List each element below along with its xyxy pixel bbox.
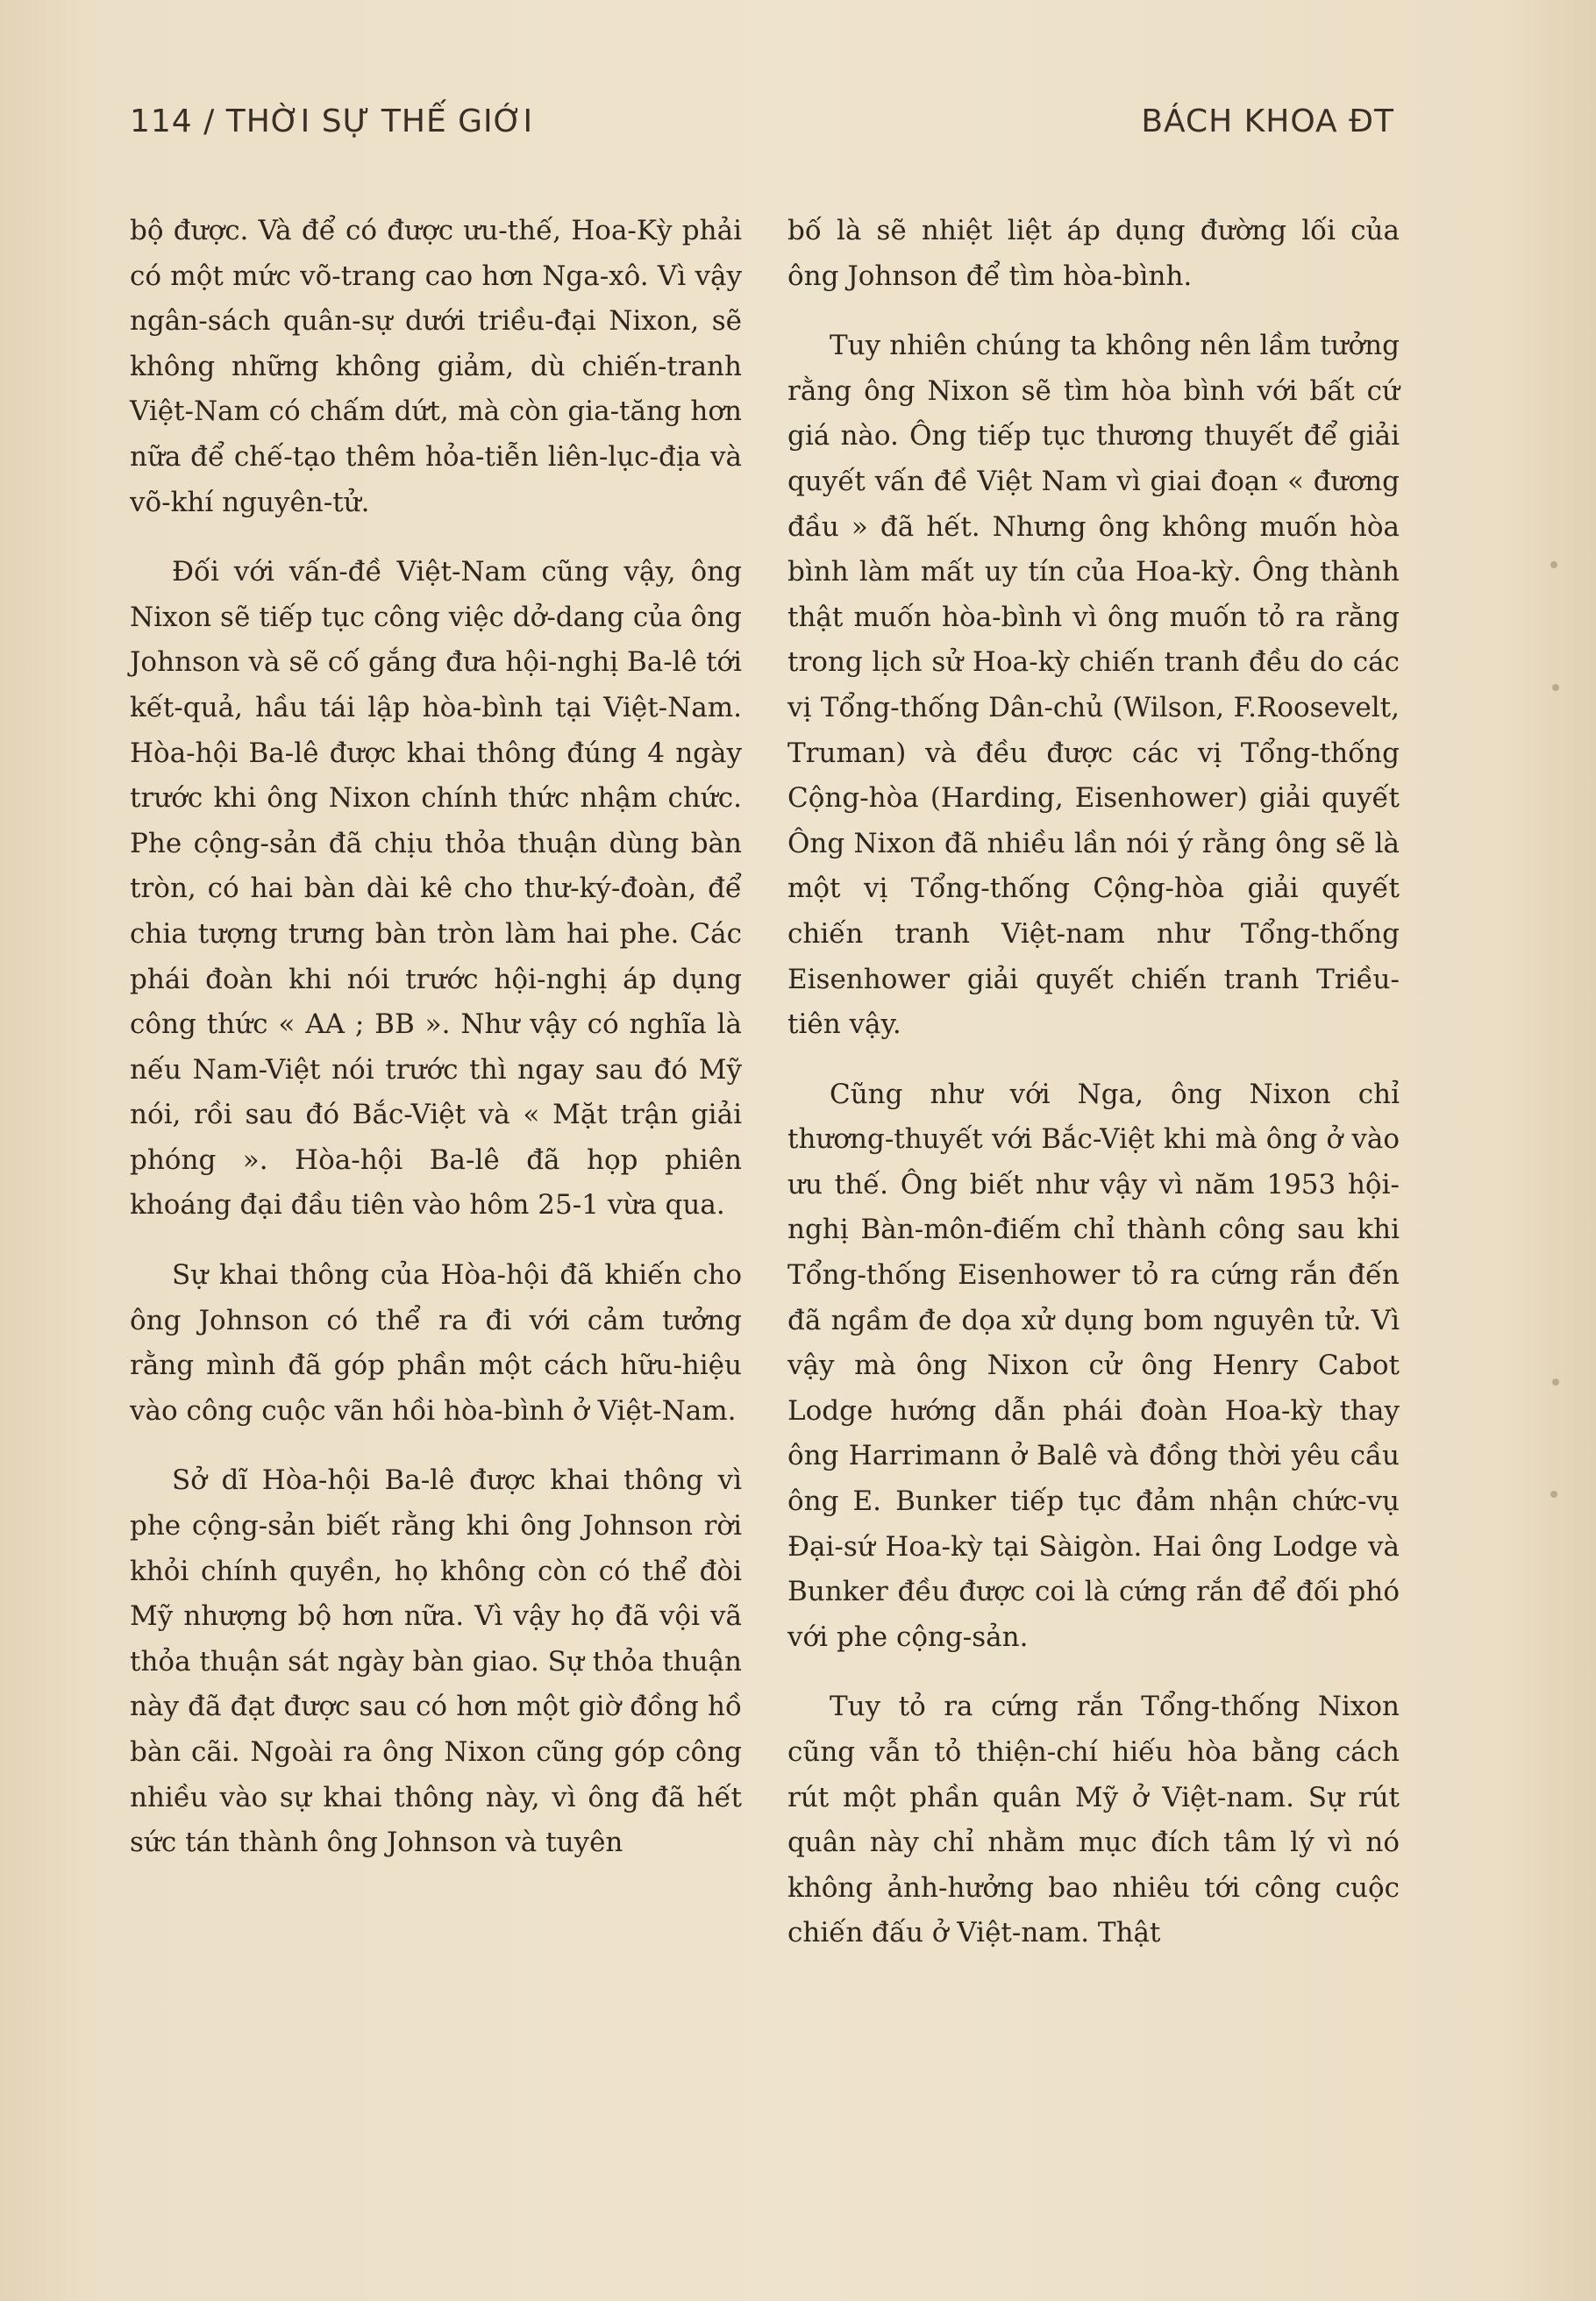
left-column	[130, 209, 742, 1891]
paragraph: Sự khai thông của Hòa-hội đã khiến cho ông Johnson có thể ra đi với cảm tưởng rằng mình đã góp phần một cách hữu-hiệu vào công cuộc vãn hồi hòa-bình ở Việt-Nam.	[130, 1259, 742, 1427]
paragraph: Cũng như với Nga, ông Nixon chỉ thương-thuyết với Bắc-Việt khi mà ông ở vào ưu thế. Ông biết như vậy vì năm 1953 hội-nghị Bàn-môn-điếm chỉ thành công sau khi Tổng-thống Eisenhower tỏ ra cứng rắn đến đã ngầm đe dọa xử dụng bom nguyên tử. Vì vậy mà ông Nixon cử ông Henry Cabot Lodge hướng dẫn phái đoàn Hoa-kỳ thay ông Harrimann ở Balê và đồng thời yêu cầu ông E. Bunker tiếp tục đảm nhận chức-vụ Đại-sứ Hoa-kỳ tại Sàigòn. Hai ông Lodge và Bunker đều được coi là cứng rắn để đối phó với phe cộng-sản.	[787, 1078, 1400, 1653]
paragraph: bộ được. Và để có được ưu-thế, Hoa-Kỳ phải có một mức võ-trang cao hơn Nga-xô. Vì vậy ngân-sách quân-sự dưới triều-đại Nixon, sẽ không những không giảm, dù chiến-tranh Việt-Nam có chấm dứt, mà còn gia-tăng hơn nữa để chế-tạo thêm hỏa-tiễn liên-lục-địa và võ-khí nguyên-tử.	[130, 215, 742, 518]
paragraph: Tuy nhiên chúng ta không nên lầm tưởng rằng ông Nixon sẽ tìm hòa bình với bất cứ giá nào. Ông tiếp tục thương thuyết để giải quyết vấn đề Việt Nam vì giai đoạn « đương đầu » đã hết. Nhưng ông không muốn hòa bình làm mất uy tín của Hoa-kỳ. Ông thành thật muốn hòa-bình vì ông muốn tỏ ra rằng trong lịch sử Hoa-kỳ chiến tranh đều do các vị Tổng-thống Dân-chủ (Wilson, F.Roosevelt, Truman) và đều được các vị Tổng-thống Cộng-hòa (Harding, Eisenhower) giải quyết Ông Nixon đã nhiều lần nói ý rằng ông sẽ là một vị Tổng-thống Cộng-hòa giải quyết chiến tranh Việt-nam như Tổng-thống Eisenhower giải quyết chiến tranh Triều-tiên vậy.	[787, 330, 1400, 1041]
paragraph: Sở dĩ Hòa-hội Ba-lê được khai thông vì phe cộng-sản biết rằng khi ông Johnson rời khỏi chính quyền, họ không còn có thể đòi Mỹ nhượng bộ hơn nữa. Vì vậy họ đã vội vã thỏa thuận sát ngày bàn giao. Sự thỏa thuận này đã đạt được sau có hơn một giờ đồng hồ bàn cãi. Ngoài ra ông Nixon cũng góp công nhiều vào sự khai thông này, vì ông đã hết sức tán thành ông Johnson và tuyên	[130, 1464, 742, 1859]
right-column	[787, 209, 1400, 1981]
paper-speck	[1550, 1491, 1557, 1498]
paper-speck	[1552, 1378, 1559, 1386]
header-right: BÁCH KHOA ĐT	[1141, 103, 1394, 139]
header-left: 114 / THỜI SỰ THẾ GIỚI	[130, 103, 534, 139]
paragraph: Đối với vấn-đề Việt-Nam cũng vậy, ông Nixon sẽ tiếp tục công việc dở-dang của ông Johnson và sẽ cố gắng đưa hội-nghị Ba-lê tới kết-quả, hầu tái lập hòa-bình tại Việt-Nam. Hòa-hội Ba-lê được khai thông đúng 4 ngày trước khi ông Nixon chính thức nhậm chức. Phe cộng-sản đã chịu thỏa thuận dùng bàn tròn, có hai bàn dài kê cho thư-ký-đoàn, để chia tượng trưng bàn tròn làm hai phe. Các phái đoàn khi nói trước hội-nghị áp dụng công thức « AA ; BB ». Như vậy có nghĩa là nếu Nam-Việt nói trước thì ngay sau đó Mỹ nói, rồi sau đó Bắc-Việt và « Mặt trận giải phóng ». Hòa-hội Ba-lê đã họp phiên khoáng đại đầu tiên vào hôm 25-1 vừa qua.	[130, 556, 742, 1222]
paragraph: bố là sẽ nhiệt liệt áp dụng đường lối của ông Johnson để tìm hòa-bình.	[787, 215, 1400, 292]
paper-speck	[1552, 684, 1559, 691]
paragraph: Tuy tỏ ra cứng rắn Tổng-thống Nixon cũng vẫn tỏ thiện-chí hiếu hòa bằng cách rút một phần quân Mỹ ở Việt-nam. Sự rút quân này chỉ nhằm mục đích tâm lý vì nó không ảnh-hưởng bao nhiêu tới công cuộc chiến đấu ở Việt-nam. Thật	[787, 1691, 1400, 1949]
running-header	[130, 103, 1394, 139]
paper-speck	[1550, 561, 1557, 568]
